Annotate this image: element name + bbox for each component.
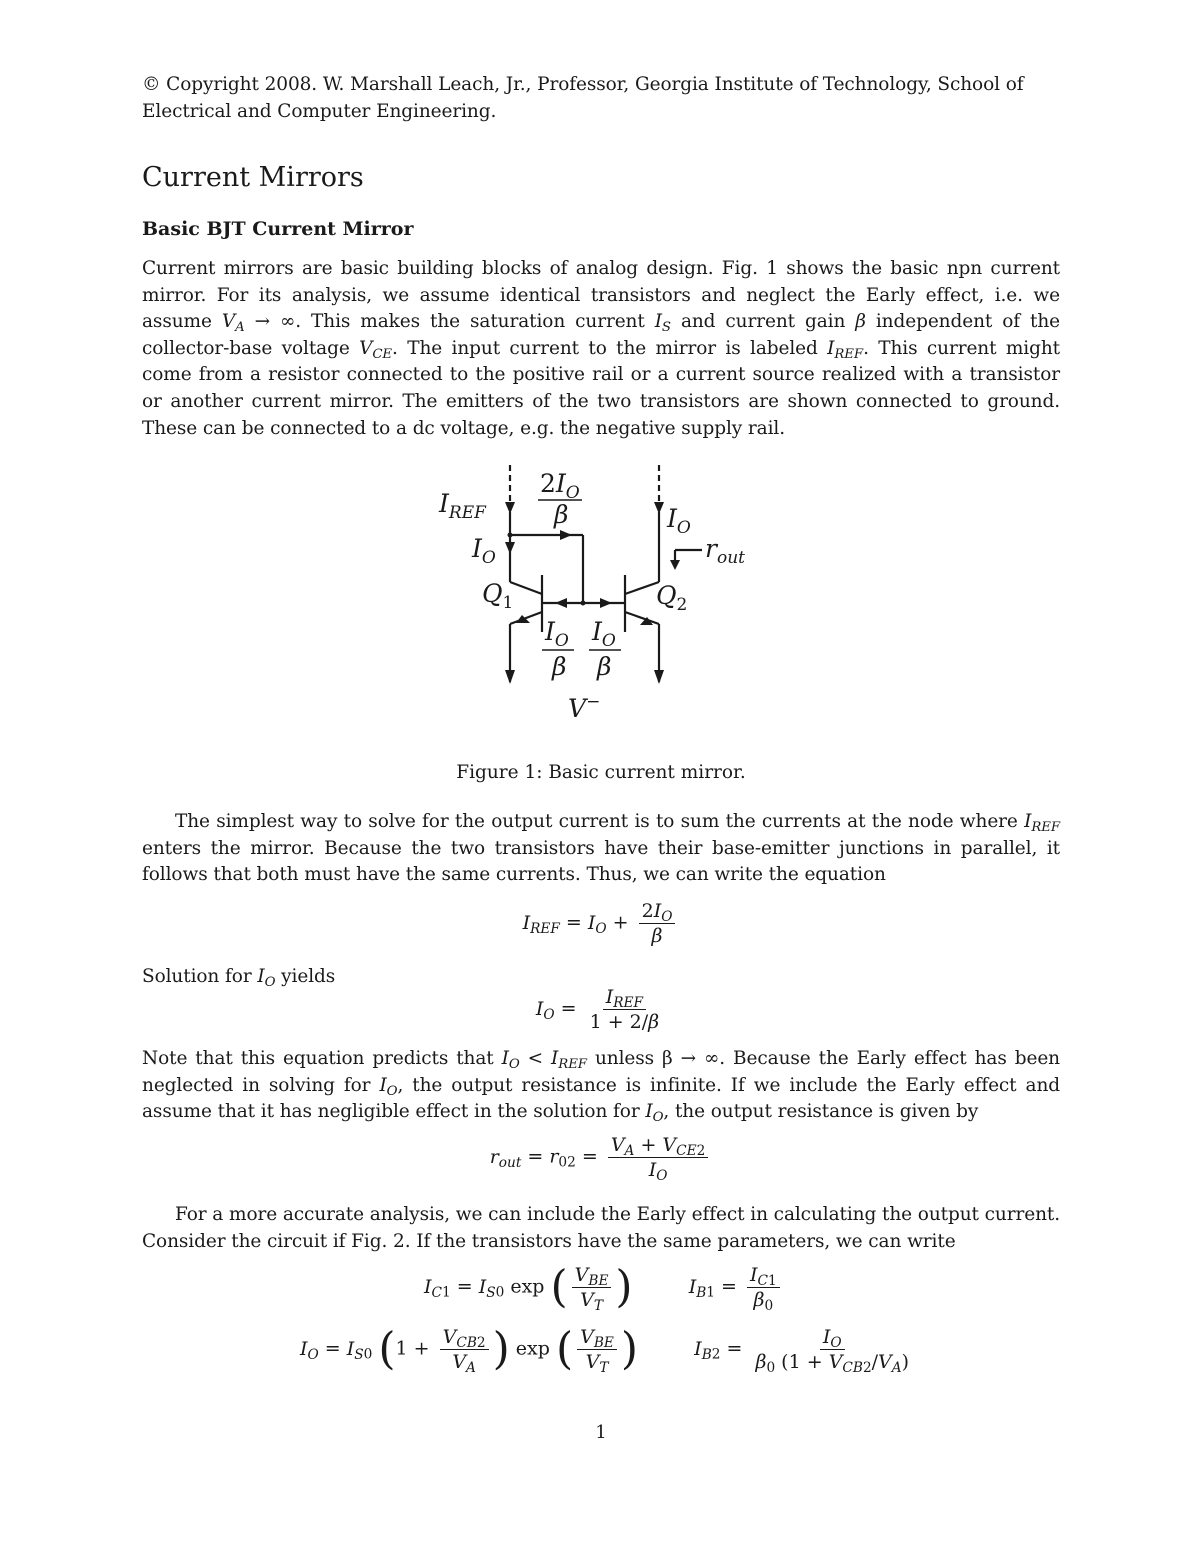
label-io-base-left: $I_O$	[545, 617, 569, 651]
label-io-left: $I_O$	[472, 534, 496, 568]
page-title: Current Mirrors	[142, 162, 364, 193]
label-q2: $Q_2$	[656, 581, 688, 615]
figure-caption: Figure 1: Basic current mirror.	[456, 762, 746, 783]
page-number: 1	[595, 1422, 607, 1443]
paragraph-node-sum: The simplest way to solve for the output current is to sum the currents at the node where $I_{REF}$ enters the mirror. Because the two transistors have their base-emitter junctions in parallel, it follows that both must have the same currents. Thus, we can write the equation	[142, 811, 1060, 886]
label-q1: $Q_1$	[482, 579, 514, 613]
paragraph-early-effect: For a more accurate analysis, we can include the Early effect in calculating the output current. Consider the circuit if Fig. 2. If the transistors have the same parameters, we can write	[142, 1204, 1060, 1252]
paragraph-output-resistance: Note that this equation predicts that $I_O < I_{REF}$ unless β → ∞. Because the Early effect has been neglected in solving for $I_O$, the output resistance is infinite. If we include the Early effect and assume that it has negligible effect in the solution for $I_O$, the output resistance is given by	[142, 1048, 1061, 1126]
equation-rout: $r_{out} = r_{02}$ = $\frac{V_A + V_{CE2}}{I_O}$	[142, 1134, 1060, 1181]
label-iref: $I_{REF}$	[439, 489, 486, 523]
current-mirror-diagram	[432, 460, 762, 760]
equation-ic1: $I_{C1} = I_{S0}$ exp ( $\frac{V_{BE}}{V_T}$ ) $I_{B1}$ = $\frac{I_{C1}}{\beta_0}$	[424, 1264, 784, 1311]
copyright-notice: © Copyright 2008. W. Marshall Leach, Jr., Professor, Georgia Institute of Technology, School of Electrical and Computer Engineering.	[142, 74, 1024, 122]
label-2io: $2I_O$	[540, 469, 580, 503]
equation-io-early: $I_O = I_{S0}$ (1 + $\frac{V_{CB2}}{V_A}$ ) exp ( $\frac{V_{BE}}{V_T}$ ) $I_{B2}$ = $\frac{I_O}{\beta_0 (1 + V_{CB2}/V_A)}$	[300, 1323, 910, 1377]
label-rout: $r_{out}$	[705, 534, 745, 568]
label-beta-base-left: β	[552, 652, 567, 681]
label-beta-top: β	[554, 500, 569, 529]
label-io-right: $I_O$	[667, 504, 691, 538]
label-beta-base-right: β	[597, 652, 612, 681]
label-supply-voltage: V−	[568, 692, 601, 723]
label-io-base-right: $I_O$	[592, 617, 616, 651]
equation-io: $I_O$ = $\frac{I_{REF}}{1 + 2/\beta}$	[535, 986, 660, 1033]
equation-iref: $I_{REF} = I_O$ + $\frac{2I_O}{\beta}$	[142, 900, 1060, 947]
solution-line: Solution for $I_O$ yields	[142, 966, 336, 990]
paragraph-intro: Current mirrors are basic building blocks of analog design. Fig. 1 shows the basic npn current mirror. For its analysis, we assume identical transistors and neglect the Early effect, i.e. we assume $V_A$ → ∞. This makes the saturation current $I_S$ and current gain β independent of the collector-base voltage $V_{CE}$. The input current to the mirror is labeled $I_{REF}$. This current might come from a resistor connected to the positive rail or a current source realized with a transistor or another current mirror. The emitters of the two transistors are shown connected to ground. These can be connected to a dc voltage, e.g. the negative supply rail.	[142, 258, 1060, 439]
section-heading: Basic BJT Current Mirror	[142, 218, 414, 240]
